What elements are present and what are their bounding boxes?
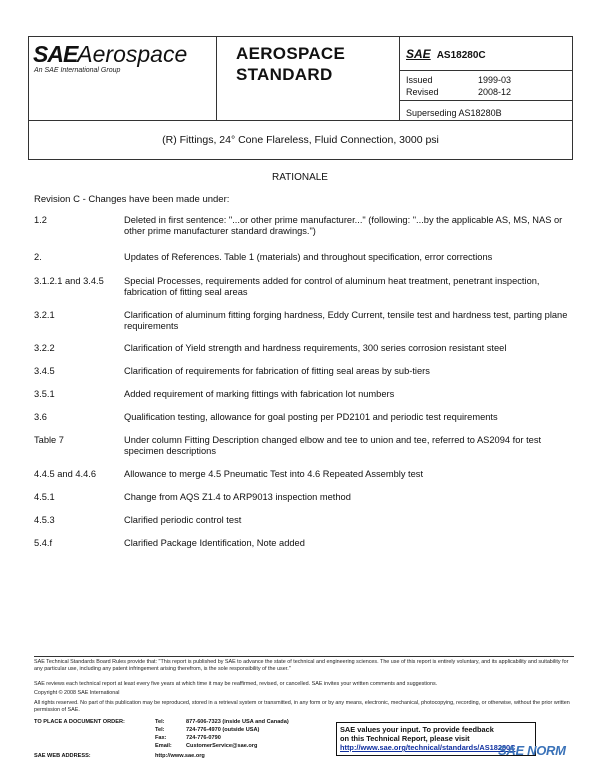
document-header: [28, 36, 573, 121]
change-description: Change from AQS Z1.4 to ARP9013 inspection method: [124, 492, 351, 502]
sae-aerospace-logo: [33, 43, 187, 66]
review-notice: SAE reviews each technical report at least every five years at which time it may be reaffirmed, revised, or cancelled. SAE invites your written comments and suggestions.: [34, 681, 438, 687]
fax-label: Fax:: [155, 735, 167, 741]
change-description: Deleted in first sentence: "...or other prime manufacturer..." (following: "...by the applicable AS, MS, NAS or other prime manufacturer standard drawings."): [124, 215, 563, 236]
web-address-label: SAE WEB ADDRESS:: [34, 753, 91, 759]
change-description: Clarification of Yield strength and hardness requirements, 300 series corrosion resistant steel: [124, 343, 507, 353]
change-section: 5.4.f: [34, 538, 53, 548]
tel-label: Tel:: [155, 719, 165, 725]
order-label: TO PLACE A DOCUMENT ORDER:: [34, 719, 125, 725]
header-divider: [399, 37, 400, 120]
issued-label: Issued: [406, 75, 433, 85]
change-section: 1.2: [34, 215, 47, 225]
change-section: 4.5.3: [34, 515, 55, 525]
feedback-link[interactable]: http://www.sae.org/technical/standards/AS18280C: [340, 743, 516, 752]
watermark-logo: SAE NORM: [498, 743, 566, 758]
change-description: Updates of References. Table 1 (materials) and throughout specification, error corrections: [124, 252, 493, 262]
standard-type: [236, 43, 345, 85]
change-description: Clarification of requirements for fabrication of fitting seal areas by sub-tiers: [124, 366, 430, 376]
change-section: 3.4.5: [34, 366, 55, 376]
email-label: Email:: [155, 743, 172, 749]
revised-date: 2008-12: [478, 87, 512, 97]
email-link[interactable]: CustomerService@sae.org: [186, 743, 258, 749]
change-description: Added requirement of marking fittings with fabrication lot numbers: [124, 389, 395, 399]
change-section: 3.5.1: [34, 389, 55, 399]
change-section: 3.2.2: [34, 343, 55, 353]
change-section: 3.6: [34, 412, 47, 422]
document-title: (R) Fittings, 24° Cone Flareless, Fluid Connection, 3000 psi: [28, 120, 573, 160]
fax-number: 724-776-0790: [186, 735, 221, 741]
change-description: Special Processes, requirements added for control of aluminum heat treatment, penetrant inspection, fabrication of fitting seal areas: [124, 276, 540, 297]
board-rules-notice: SAE Technical Standards Board Rules provide that: "This report is published by SAE to advance the state of technical and engineering sciences. The use of this report is entirely voluntary, and its applicability and suitability for any particular use, including any patent infringement arising therefrom, is the sole responsibility of the user.": [34, 659, 569, 672]
issued-date: 1999-03: [478, 75, 512, 85]
change-section: 3.1.2.1 and 3.4.5: [34, 276, 104, 286]
logo-product: Aerospace: [77, 41, 188, 67]
feedback-line: SAE values your input. To provide feedback: [340, 725, 494, 734]
logo-brand: SAE: [33, 41, 78, 67]
header-divider: [399, 100, 572, 101]
tel-number[interactable]: 877-606-7323 (inside USA and Canada): [186, 719, 289, 725]
change-description: Clarification of aluminum fitting forging hardness, Eddy Current, tensile test and hardness test, parting plane requirements: [124, 310, 568, 331]
logo-tagline: An SAE International Group: [34, 67, 121, 74]
document-number: [406, 47, 486, 61]
change-description: Under column Fitting Description changed elbow and tee to union and tee, referred to AS2094 for test specimen descriptions: [124, 435, 542, 456]
footer-divider: [34, 656, 574, 657]
change-section: 3.2.1: [34, 310, 55, 320]
change-section: 2.: [34, 252, 42, 262]
web-address-link[interactable]: http://www.sae.org: [155, 753, 205, 759]
change-section: 4.5.1: [34, 492, 55, 502]
revised-label: Revised: [406, 87, 439, 97]
tel-number[interactable]: 724-776-4970 (outside USA): [186, 727, 260, 733]
doc-brand-logo: SAE: [406, 47, 431, 61]
change-section: Table 7: [34, 435, 64, 445]
change-description: Allowance to merge 4.5 Pneumatic Test into 4.6 Repeated Assembly test: [124, 469, 424, 479]
rights-notice: All rights reserved. No part of this publication may be reproduced, stored in a retrieval system or transmitted, in any form or by any means, electronic, mechanical, photocopying, recording, or otherwise, without the prior written permission of SAE.: [34, 700, 570, 713]
superseding-note: Superseding AS18280B: [406, 108, 502, 118]
standard-type-line2: STANDARD: [236, 65, 333, 84]
standard-type-line1: AEROSPACE: [236, 44, 346, 63]
rationale-heading: RATIONALE: [272, 172, 328, 183]
tel-label: Tel:: [155, 727, 165, 733]
header-divider: [216, 37, 217, 120]
change-section: 4.4.5 and 4.4.6: [34, 469, 97, 479]
change-description: Qualification testing, allowance for goal posting per PD2101 and periodic test requirements: [124, 412, 498, 422]
change-description: Clarified Package Identification, Note added: [124, 538, 305, 548]
change-description: Clarified periodic control test: [124, 515, 242, 525]
feedback-line: on this Technical Report, please visit: [340, 734, 470, 743]
revision-intro: Revision C - Changes have been made under:: [34, 194, 230, 205]
doc-number-value: AS18280C: [436, 50, 486, 61]
header-divider: [399, 70, 572, 71]
copyright-notice: Copyright © 2008 SAE International: [34, 690, 120, 696]
